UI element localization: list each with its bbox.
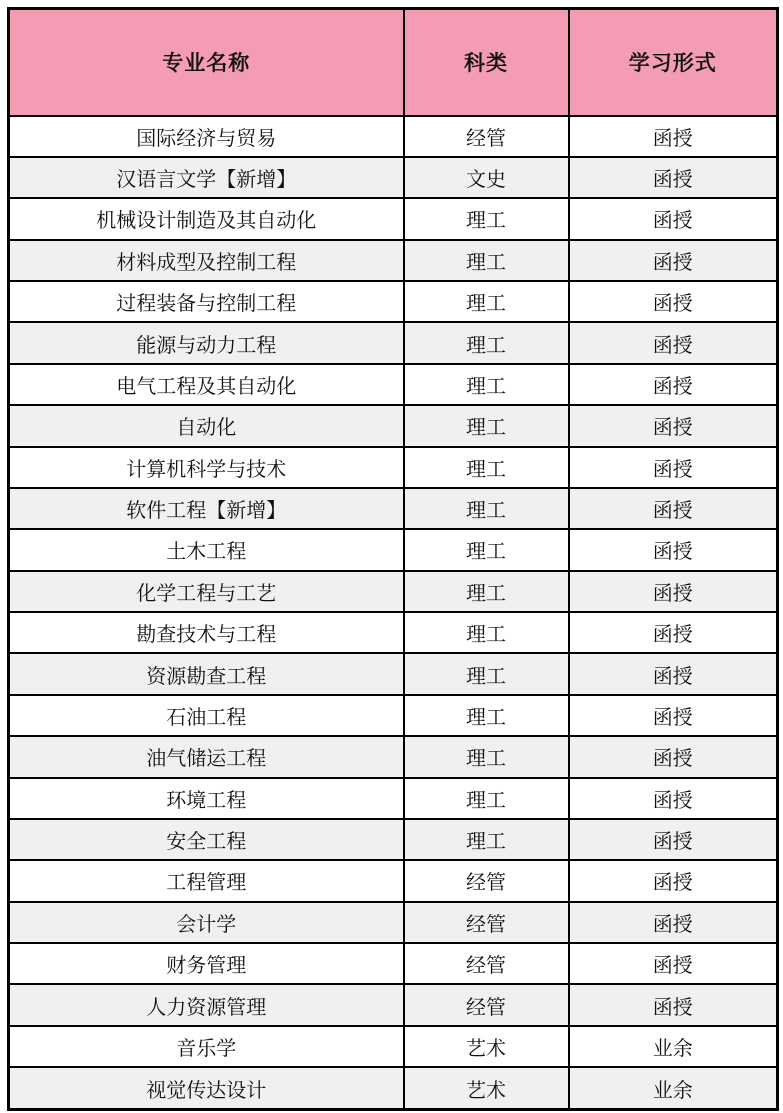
category-cell: 理工 xyxy=(404,198,569,239)
category-cell: 理工 xyxy=(404,778,569,819)
table-row xyxy=(9,322,778,363)
format-cell: 业余 xyxy=(569,1026,778,1067)
format-cell: 函授 xyxy=(569,778,778,819)
major-cell: 电气工程及其自动化 xyxy=(9,364,404,405)
category-cell: 理工 xyxy=(404,571,569,612)
major-cell: 资源勘查工程 xyxy=(9,653,404,694)
format-cell: 函授 xyxy=(569,364,778,405)
category-cell: 理工 xyxy=(404,529,569,570)
category-cell: 文史 xyxy=(404,157,569,198)
category-cell: 经管 xyxy=(404,984,569,1025)
table-row xyxy=(9,984,778,1025)
format-cell: 函授 xyxy=(569,281,778,322)
major-cell: 汉语言文学【新增】 xyxy=(9,157,404,198)
table-row xyxy=(9,653,778,694)
major-cell: 油气储运工程 xyxy=(9,736,404,777)
category-cell: 理工 xyxy=(404,322,569,363)
format-cell: 业余 xyxy=(569,1067,778,1109)
category-cell: 理工 xyxy=(404,819,569,860)
table-row xyxy=(9,695,778,736)
table-row xyxy=(9,612,778,653)
category-cell: 理工 xyxy=(404,736,569,777)
column-header-major-name: 专业名称 xyxy=(9,9,404,116)
major-cell: 机械设计制造及其自动化 xyxy=(9,198,404,239)
major-cell: 石油工程 xyxy=(9,695,404,736)
category-cell: 艺术 xyxy=(404,1067,569,1109)
major-cell: 财务管理 xyxy=(9,943,404,984)
table-row xyxy=(9,902,778,943)
format-cell: 函授 xyxy=(569,984,778,1025)
table-row xyxy=(9,860,778,901)
format-cell: 函授 xyxy=(569,571,778,612)
category-cell: 理工 xyxy=(404,653,569,694)
table-row xyxy=(9,364,778,405)
format-cell: 函授 xyxy=(569,695,778,736)
format-cell: 函授 xyxy=(569,488,778,529)
format-cell: 函授 xyxy=(569,405,778,446)
table-row xyxy=(9,736,778,777)
category-cell: 艺术 xyxy=(404,1026,569,1067)
category-cell: 经管 xyxy=(404,902,569,943)
major-cell: 音乐学 xyxy=(9,1026,404,1067)
category-cell: 理工 xyxy=(404,240,569,281)
major-cell: 过程装备与控制工程 xyxy=(9,281,404,322)
column-header-study-format: 学习形式 xyxy=(569,9,778,116)
category-cell: 理工 xyxy=(404,447,569,488)
format-cell: 函授 xyxy=(569,902,778,943)
category-cell: 理工 xyxy=(404,364,569,405)
major-cell: 人力资源管理 xyxy=(9,984,404,1025)
table-row xyxy=(9,488,778,529)
table-row xyxy=(9,529,778,570)
table-row xyxy=(9,447,778,488)
category-cell: 经管 xyxy=(404,116,569,157)
major-cell: 安全工程 xyxy=(9,819,404,860)
major-cell: 勘查技术与工程 xyxy=(9,612,404,653)
major-cell: 材料成型及控制工程 xyxy=(9,240,404,281)
table-row xyxy=(9,240,778,281)
table-row xyxy=(9,157,778,198)
table-row xyxy=(9,571,778,612)
major-cell: 软件工程【新增】 xyxy=(9,488,404,529)
format-cell: 函授 xyxy=(569,240,778,281)
category-cell: 理工 xyxy=(404,281,569,322)
major-cell: 会计学 xyxy=(9,902,404,943)
format-cell: 函授 xyxy=(569,612,778,653)
format-cell: 函授 xyxy=(569,198,778,239)
table-row xyxy=(9,819,778,860)
category-cell: 经管 xyxy=(404,943,569,984)
category-cell: 理工 xyxy=(404,488,569,529)
major-cell: 能源与动力工程 xyxy=(9,322,404,363)
format-cell: 函授 xyxy=(569,819,778,860)
table-row xyxy=(9,1026,778,1067)
format-cell: 函授 xyxy=(569,322,778,363)
category-cell: 理工 xyxy=(404,405,569,446)
major-cell: 环境工程 xyxy=(9,778,404,819)
column-header-subject-category: 科类 xyxy=(404,9,569,116)
table-row xyxy=(9,198,778,239)
major-cell: 自动化 xyxy=(9,405,404,446)
majors-table xyxy=(7,7,779,1111)
major-cell: 土木工程 xyxy=(9,529,404,570)
format-cell: 函授 xyxy=(569,860,778,901)
table-row xyxy=(9,281,778,322)
table-row xyxy=(9,405,778,446)
format-cell: 函授 xyxy=(569,447,778,488)
format-cell: 函授 xyxy=(569,736,778,777)
header-row xyxy=(9,9,778,116)
category-cell: 经管 xyxy=(404,860,569,901)
major-cell: 视觉传达设计 xyxy=(9,1067,404,1109)
major-cell: 国际经济与贸易 xyxy=(9,116,404,157)
format-cell: 函授 xyxy=(569,529,778,570)
format-cell: 函授 xyxy=(569,157,778,198)
majors-table-container xyxy=(7,7,779,1111)
table-row xyxy=(9,116,778,157)
format-cell: 函授 xyxy=(569,943,778,984)
major-cell: 工程管理 xyxy=(9,860,404,901)
major-cell: 化学工程与工艺 xyxy=(9,571,404,612)
table-row xyxy=(9,943,778,984)
category-cell: 理工 xyxy=(404,612,569,653)
category-cell: 理工 xyxy=(404,695,569,736)
format-cell: 函授 xyxy=(569,116,778,157)
format-cell: 函授 xyxy=(569,653,778,694)
table-row xyxy=(9,1067,778,1109)
major-cell: 计算机科学与技术 xyxy=(9,447,404,488)
table-row xyxy=(9,778,778,819)
